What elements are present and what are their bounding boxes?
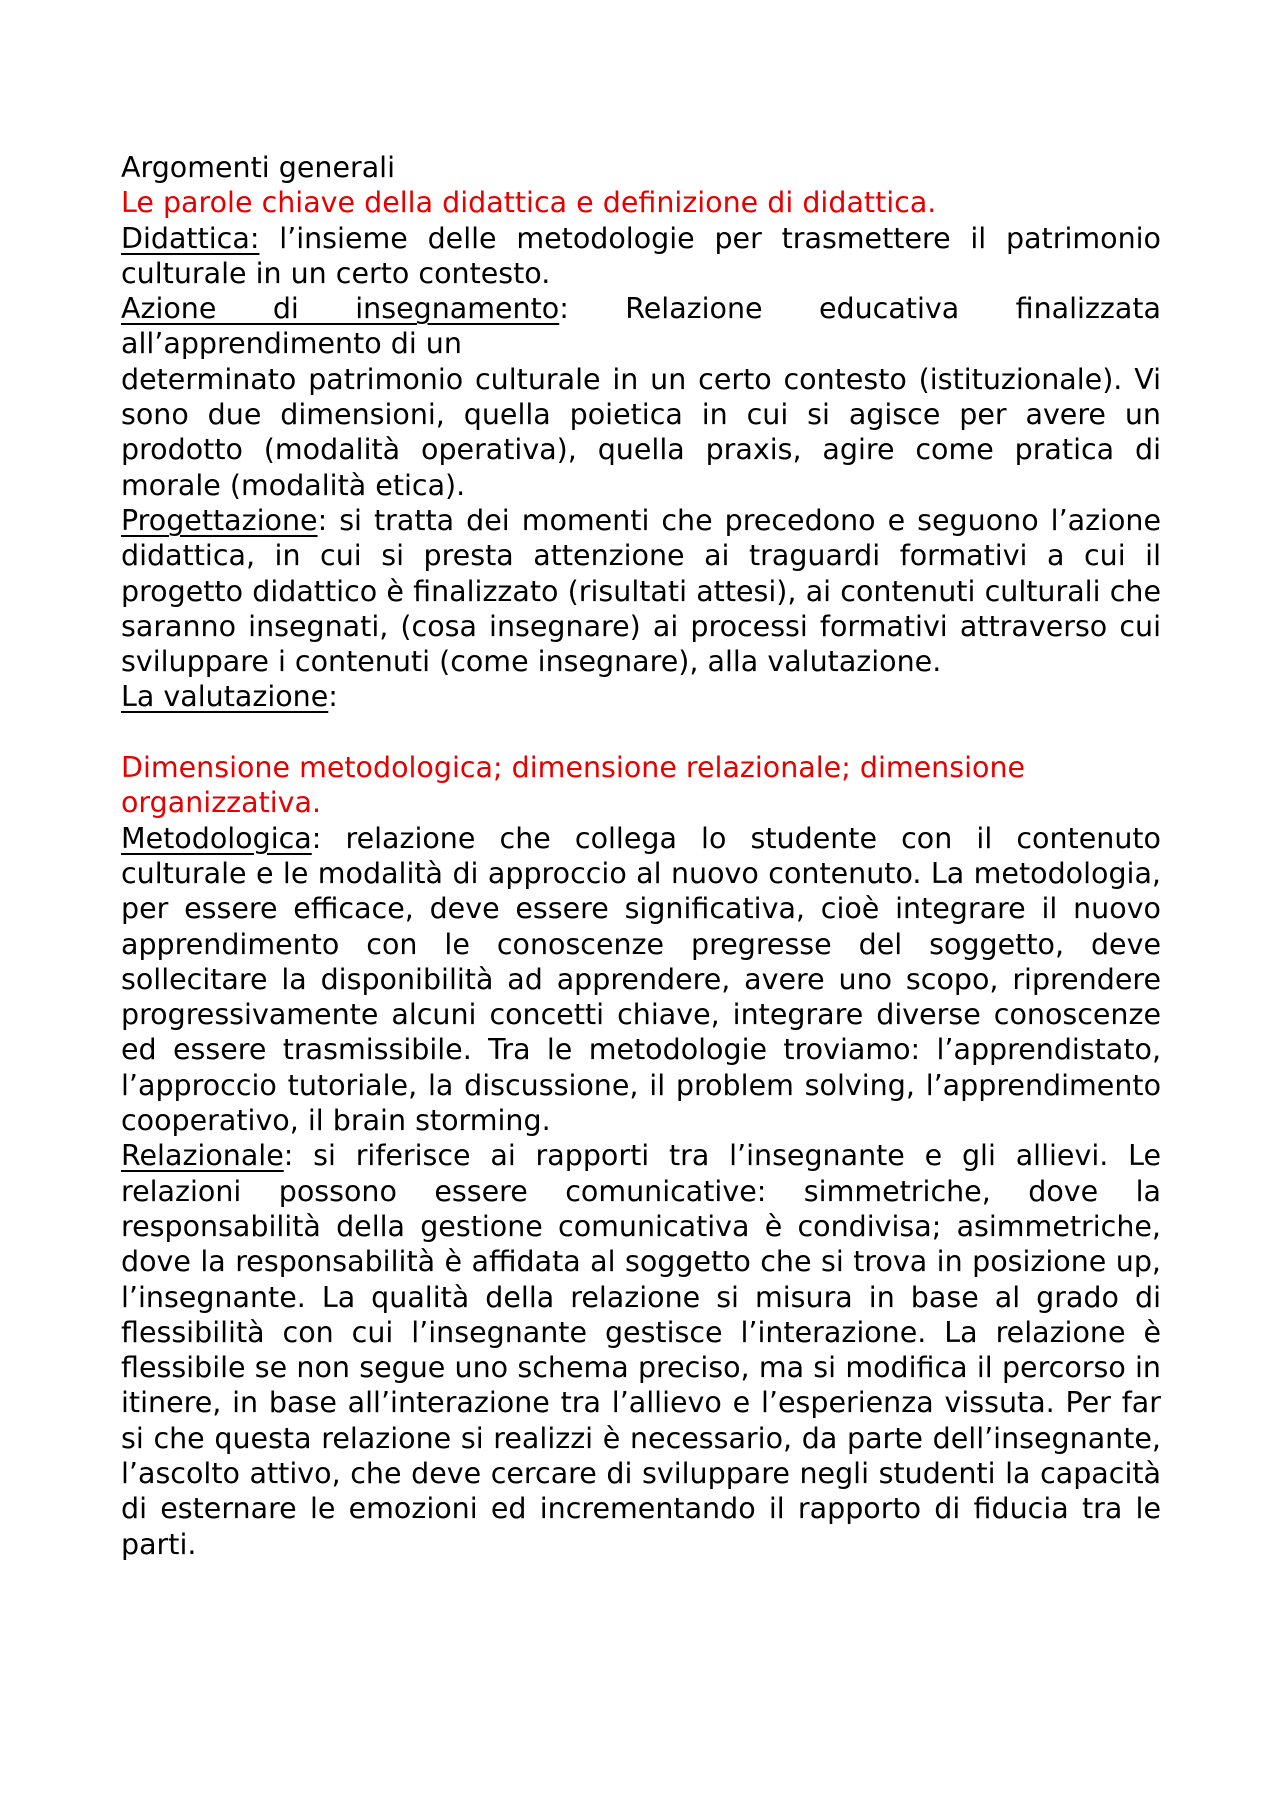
paragraph-azione-rest xyxy=(121,362,1161,503)
term-progettazione: Progettazione xyxy=(121,503,318,537)
section-title: Argomenti generali xyxy=(121,151,395,184)
text-valutazione: : xyxy=(328,680,338,714)
text-azione-rest: determinato patrimonio culturale in un certo contesto (istituzionale). Vi sono due dimensioni, quella poietica in cui si agisce per avere un prodotto (modalità operativa), quella praxis, agire come pratica di morale (modalità etica). xyxy=(121,362,1161,502)
text-relazionale: : si riferisce ai rapporti tra l’insegnante e gli allievi. Le relazioni possono essere comunicative: simmetriche, dove la responsabilità della gestione comunicativa è condivisa; asimmetriche, dove la responsabilità è affidata al soggetto che si trova in posizione up, l’insegnante. La qualità della relazione si misura in base al grado di flessibilità con cui l’insegnante gestisce l’interazione. La relazione è flessibile se non segue uno schema preciso, ma si modifica il percorso in itinere, in base all’interazione tra l’allievo e l’esperienza vissuta. Per far si che questa relazione si realizzi è necessario, da parte dell’insegnante, l’ascolto attivo, che deve cercare di sviluppare negli studenti la capacità di esternare le emozioni ed incrementando il rapporto di fiducia tra le parti. xyxy=(121,1139,1161,1561)
paragraph-relazionale xyxy=(121,1138,1161,1562)
blank-line xyxy=(121,715,1161,750)
heading-dimensions: Dimensione metodologica; dimensione relazionale; dimensione organizzativa. xyxy=(121,751,1026,820)
term-relazionale: Relazionale xyxy=(121,1139,284,1173)
text-azione-line2: all’apprendimento di un xyxy=(121,327,462,361)
paragraph-didattica xyxy=(121,221,1161,292)
text-didattica: l’insieme delle metodologie per trasmettere il patrimonio culturale in un certo contesto. xyxy=(121,221,1161,290)
text-azione-line1: : Relazione educativa finalizzata xyxy=(559,292,1161,326)
text-progettazione: : si tratta dei momenti che precedono e seguono l’azione didattica, in cui si presta attenzione ai traguardi formativi a cui il progetto didattico è finalizzato (risultati attesi), ai contenuti culturali che saranno insegnati, (cosa insegnare) ai processi formativi attraverso cui sviluppare i contenuti (come insegnare), alla valutazione. xyxy=(121,503,1161,679)
paragraph-azione-line1 xyxy=(121,291,1161,326)
paragraph-valutazione xyxy=(121,679,1161,714)
document-page xyxy=(121,150,1161,1562)
heading-keywords: Le parole chiave della didattica e definizione di didattica. xyxy=(121,186,937,220)
text-metodologica: : relazione che collega lo studente con il contenuto culturale e le modalità di approccio al nuovo contenuto. La metodologia, per essere efficace, deve essere significativa, cioè integrare il nuovo apprendimento con le conoscenze pregresse del soggetto, deve sollecitare la disponibilità ad apprendere, avere uno scopo, riprendere progressivamente alcuni concetti chiave, integrare diverse conoscenze ed essere trasmissibile. Tra le metodologie troviamo: l’apprendistato, l’approccio tutoriale, la discussione, il problem solving, l’apprendimento cooperativo, il brain storming. xyxy=(121,821,1161,1138)
paragraph-azione-line2 xyxy=(121,326,1161,361)
term-metodologica: Metodologica xyxy=(121,821,312,855)
term-azione: Azione di insegnamento xyxy=(121,292,560,326)
paragraph-progettazione xyxy=(121,503,1161,679)
term-didattica: Didattica: xyxy=(121,221,260,255)
paragraph-metodologica xyxy=(121,821,1161,1139)
term-valutazione: La valutazione xyxy=(121,680,329,714)
